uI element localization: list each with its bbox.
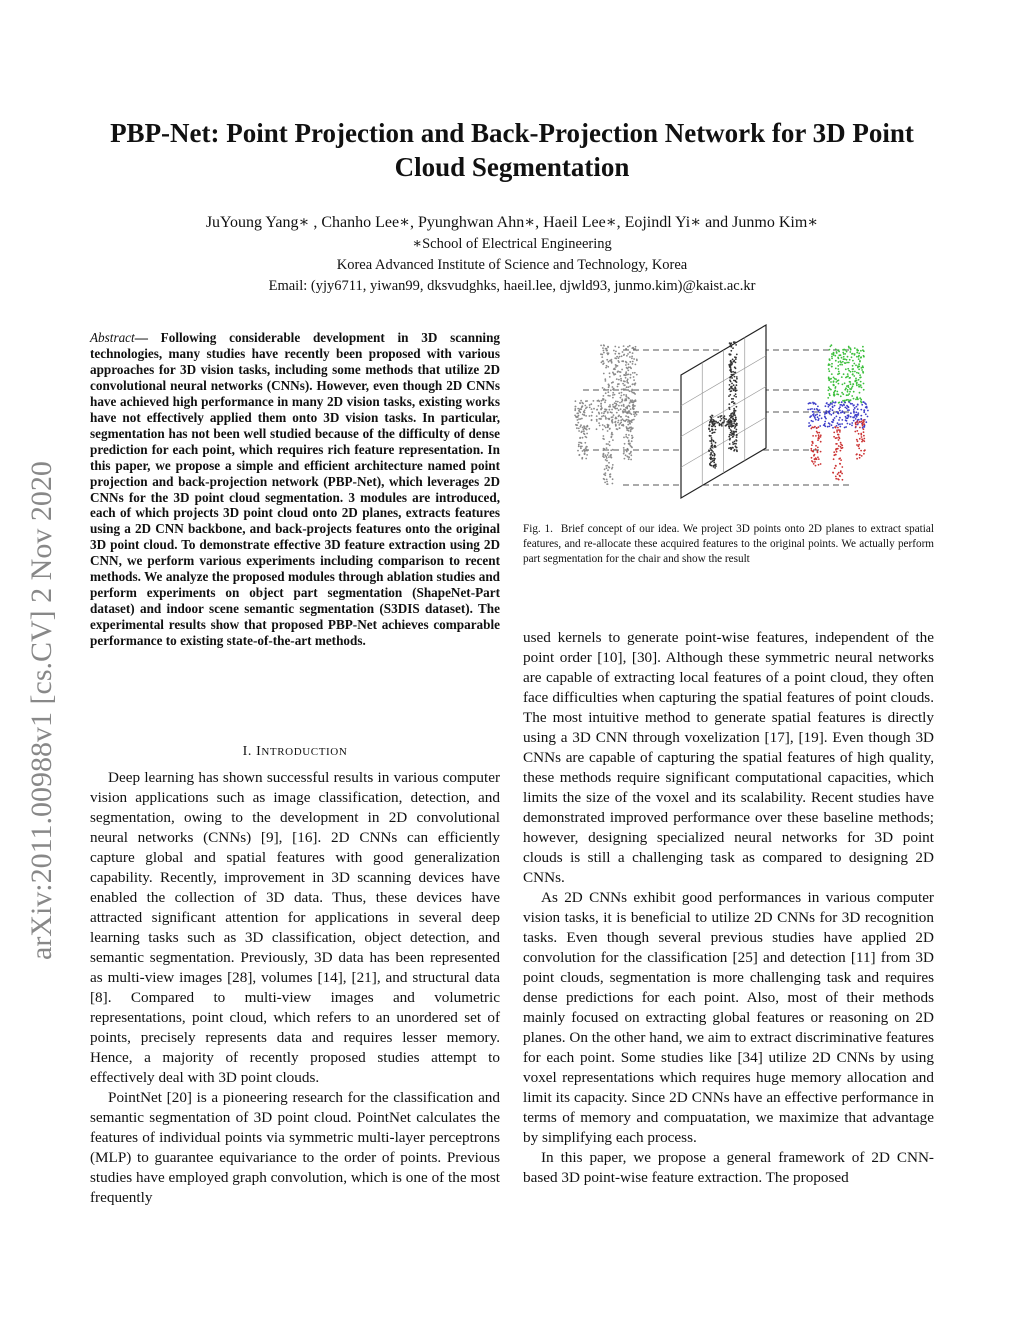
arxiv-id-text: arXiv:2011.00988v1 [cs.CV] 2 Nov 2020 <box>25 461 58 960</box>
affiliation-block <box>80 234 944 297</box>
paragraph: Deep learning has shown successful results in various computer vision applications such as image classification, detection, and segmentation, owing to the development in 2D convolutional neural networks (CNNs) [9], [16]. 2D CNNs can efficiently capture global and spatial features with good generalization capability. Recently, improvement in 3D scanning devices have enabled the collection of 3D data. Thus, these devices have attracted significant attention for applications in several deep learning tasks such as 3D classification, object detection, and semantic segmentation. Previously, 3D data has been represented as multi-view images [28], volumes [14], [21], and structural data [8]. Compared to multi-view images and volumetric representations, point cloud, which refers to an unordered set of points, precisely represents data and requires lesser memory. Hence, a majority of recently proposed studies attempt to effectively deal with 3D point clouds. <box>90 769 500 1086</box>
author-list: JuYoung Yang∗ , Chanho Lee∗, Pyunghwan Ahn∗, Haeil Lee∗, Eojindl Yi∗ and Junmo Kim∗ <box>205 214 819 231</box>
section-first-letter: I <box>256 744 262 759</box>
paragraph: In this paper, we propose a general framework of 2D CNN-based 3D point-wise feature extraction. The proposed <box>523 1149 934 1186</box>
abstract-dash: — <box>134 330 161 345</box>
section-numeral: I. <box>242 744 257 759</box>
figure-1 <box>523 320 935 520</box>
paper-title: PBP-Net: Point Projection and Back-Projection Network for 3D Point Cloud Segmentation <box>110 118 914 182</box>
abstract-label: Abstract <box>90 330 135 345</box>
abstract <box>90 330 500 649</box>
section-rest: NTRODUCTION <box>261 746 348 758</box>
figure-1-illustration <box>523 320 935 520</box>
arxiv-identifier <box>6 350 66 970</box>
paragraph: used kernels to generate point-wise features, independent of the point order [10], [30]. Although these symmetric neural networks are capable of extracting local features of a point cloud, they often face difficulties when capturing the spatial features of point clouds. The most intuitive method to generate spatial features is directly using a 3D CNN through voxelization [17], [19]. Even though 3D CNNs are capable of capturing the spatial features of high quality, these methods require significant computational capacities, which limits the size of the voxel and its scalability. Recent studies have demonstrated improved performance over these baseline methods; however, designing specialized neural networks for 3D point clouds is still a challenging task as compared to designing 2D CNNs. <box>523 629 934 886</box>
figure-label: Fig. 1. <box>523 523 553 535</box>
paragraph: PointNet [20] is a pioneering research for the classification and semantic segmentation of 3D point cloud. PointNet calculates the features of individual points via symmetric multi-layer perceptrons (MLP) to guarantee equivariance to the order of points. Previous studies have employed graph convolution, which is one of the most frequently <box>90 1089 500 1206</box>
figure-caption-text: Brief concept of our idea. We project 3D points onto 2D planes to extract spatial features, and re-allocate these acquired features to the original points. We actually perform part segmentation for the chair and show the result <box>523 523 934 565</box>
input-chair-point-cloud <box>574 344 638 485</box>
projection-plane <box>681 325 766 498</box>
affiliation-institute: Korea Advanced Institute of Science and Technology, Korea <box>336 257 688 273</box>
intro-left-column <box>90 768 500 1208</box>
author-email: Email: (yjy6711, yiwan99, dksvudghks, haeil.lee, djwld93, junmo.kim)@kaist.ac.kr <box>268 278 756 294</box>
abstract-text: Following considerable development in 3D scanning technologies, many studies have recently been proposed with various approaches for 3D vision tasks, including some methods that utilize 2D convolutional neural networks (CNNs). However, even though 2D CNNs have achieved high performance in many 2D vision tasks, existing works have not effectively applied them onto 3D vision tasks. In particular, segmentation has not been well studied because of the difficulty of dense prediction for each point, which requires rich feature representation. In this paper, we propose a simple and efficient architecture named point projection and back-projection network (PBP-Net), which leverages 2D CNNs for the 3D point cloud segmentation. 3 modules are introduced, each of which projects 3D point cloud onto 2D planes, extracts features using a 2D CNN backbone, and back-projects features onto the original 3D point cloud. To demonstrate effective 3D feature extraction using 2D CNN, we perform various experiments including comparison to recent methods. We analyze the proposed modules through ablation studies and perform experiments on object part segmentation (ShapeNet-Part dataset) and indoor scene semantic segmentation (S3DIS dataset). The experimental results show that proposed PBP-Net achieves comparable performance to existing state-of-the-art methods. <box>90 330 501 649</box>
paragraph: As 2D CNNs exhibit good performances in various computer vision tasks, it is beneficial to utilize 2D CNNs for 3D recognition tasks. Even though several previous studies have applied 2D convolution for the classification [25] and detection [11] from 3D point clouds, segmentation is more challenging task and requires dense predictions for each point. Also, most of their methods mainly focused on extracting global features or reasoning on 2D planes. On the other hand, we aim to extract discriminative features for each point. Some studies like [34] utilize 2D CNNs by using voxel representations which requires huge memory allocation and limit its capacity. Since 2D CNNs have an effective performance in terms of memory and compuatation, we maximize that advantage by simplifying each process. <box>523 889 934 1146</box>
intro-right-column <box>523 628 934 1188</box>
section-heading-introduction <box>90 744 500 760</box>
affiliation-school: ∗School of Electrical Engineering <box>412 236 612 252</box>
figure-1-caption <box>523 522 934 567</box>
